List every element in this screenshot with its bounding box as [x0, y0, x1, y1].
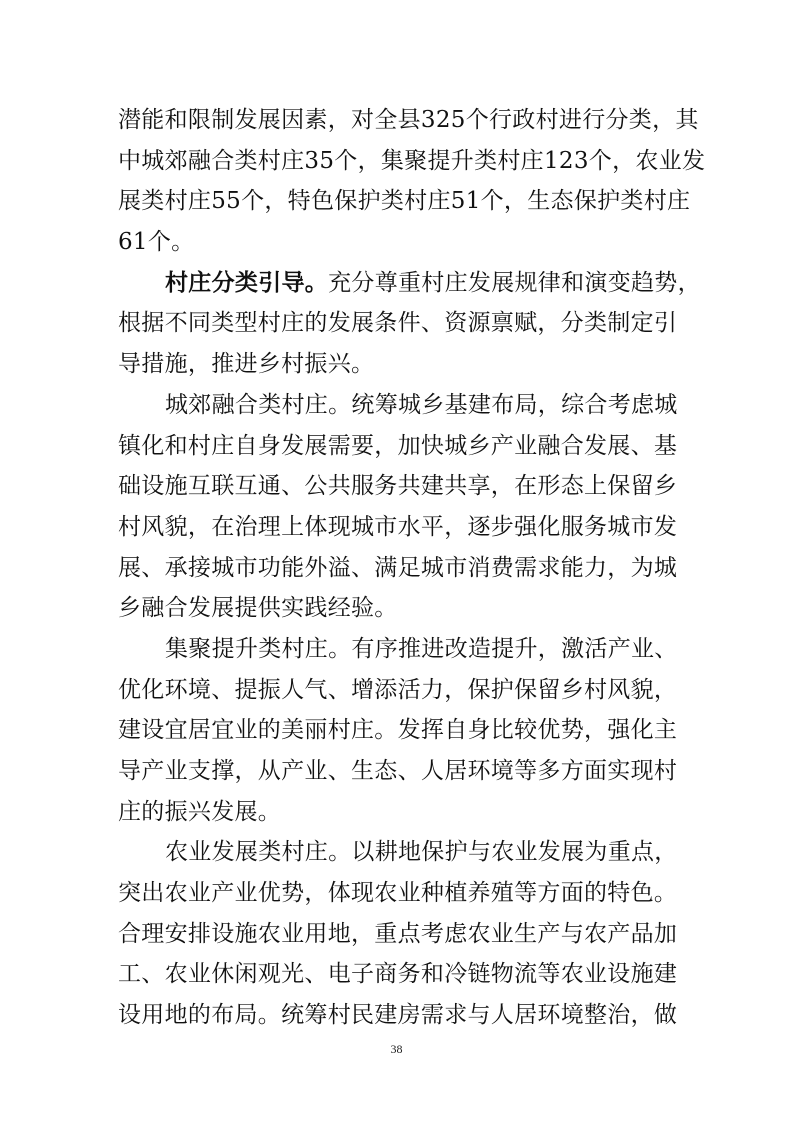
text-line: 城郊融合类村庄。统筹城乡基建布局，综合考虑城 — [165, 391, 678, 418]
text-line: 乡融合发展提供实践经验。 — [118, 595, 398, 622]
text-line: 导产业支撑，从产业、生态、人居环境等多方面实现村 — [118, 758, 678, 784]
text-line: 镇化和村庄自身发展需要，加快城乡产业融合发展、基 — [118, 432, 678, 459]
paragraph-village-classification-count — [118, 100, 706, 263]
text-line: 优化环境、提振人气、增添活力，保护保留乡村风貌， — [118, 676, 678, 703]
text-line: 庄的振兴发展。 — [118, 798, 282, 825]
text-line: 础设施互联互通、公共服务共建共享，在形态上保留乡 — [118, 473, 678, 500]
paragraph-suburban-villages — [118, 385, 698, 629]
paragraph-cluster-villages — [118, 629, 698, 832]
text-line: 展类村庄55个，特色保护类村庄51个，生态保护类村庄 — [118, 188, 691, 215]
text-line: 合理安排设施农业用地，重点考虑农业生产与农产品加 — [118, 920, 678, 947]
paragraph-classification-guidance — [118, 263, 701, 385]
text-line: 建设宜居宜业的美丽村庄。发挥自身比较优势，强化主 — [118, 717, 678, 744]
text-line: 展、承接城市功能外溢、满足城市消费需求能力，为城 — [118, 554, 678, 581]
paragraph-agriculture-villages — [118, 832, 698, 1035]
text-line: 农业发展类村庄。以耕地保护与农业发展为重点， — [165, 839, 678, 866]
body-text — [118, 100, 706, 1036]
text-line: 集聚提升类村庄。有序推进改造提升，激活产业、 — [165, 635, 678, 662]
text-line: 根据不同类型村庄的发展条件、资源禀赋，分类制定引 — [118, 310, 678, 337]
text-line — [118, 263, 701, 304]
text-line: 导措施，推进乡村振兴。 — [118, 351, 375, 378]
text-line: 突出农业产业优势，体现农业种植养殖等方面的特色。 — [118, 880, 678, 907]
section-heading: 村庄分类引导。 — [165, 269, 329, 296]
text-line: 村风貌，在治理上体现城市水平，逐步强化服务城市发 — [118, 513, 678, 540]
text-line: 61个。 — [118, 229, 195, 256]
text-line: 中城郊融合类村庄35个，集聚提升类村庄123个，农业发 — [118, 147, 706, 174]
text-line: 潜能和限制发展因素，对全县325个行政村进行分类，其 — [118, 107, 699, 133]
text-run: 充分尊重村庄发展规律和演变趋势， — [328, 269, 701, 296]
page-number: 38 — [390, 1042, 403, 1056]
text-line: 工、农业休闲观光、电子商务和冷链物流等农业设施建 — [118, 961, 678, 988]
text-line: 设用地的布局。统筹村民建房需求与人居环境整治，做 — [118, 1002, 678, 1029]
